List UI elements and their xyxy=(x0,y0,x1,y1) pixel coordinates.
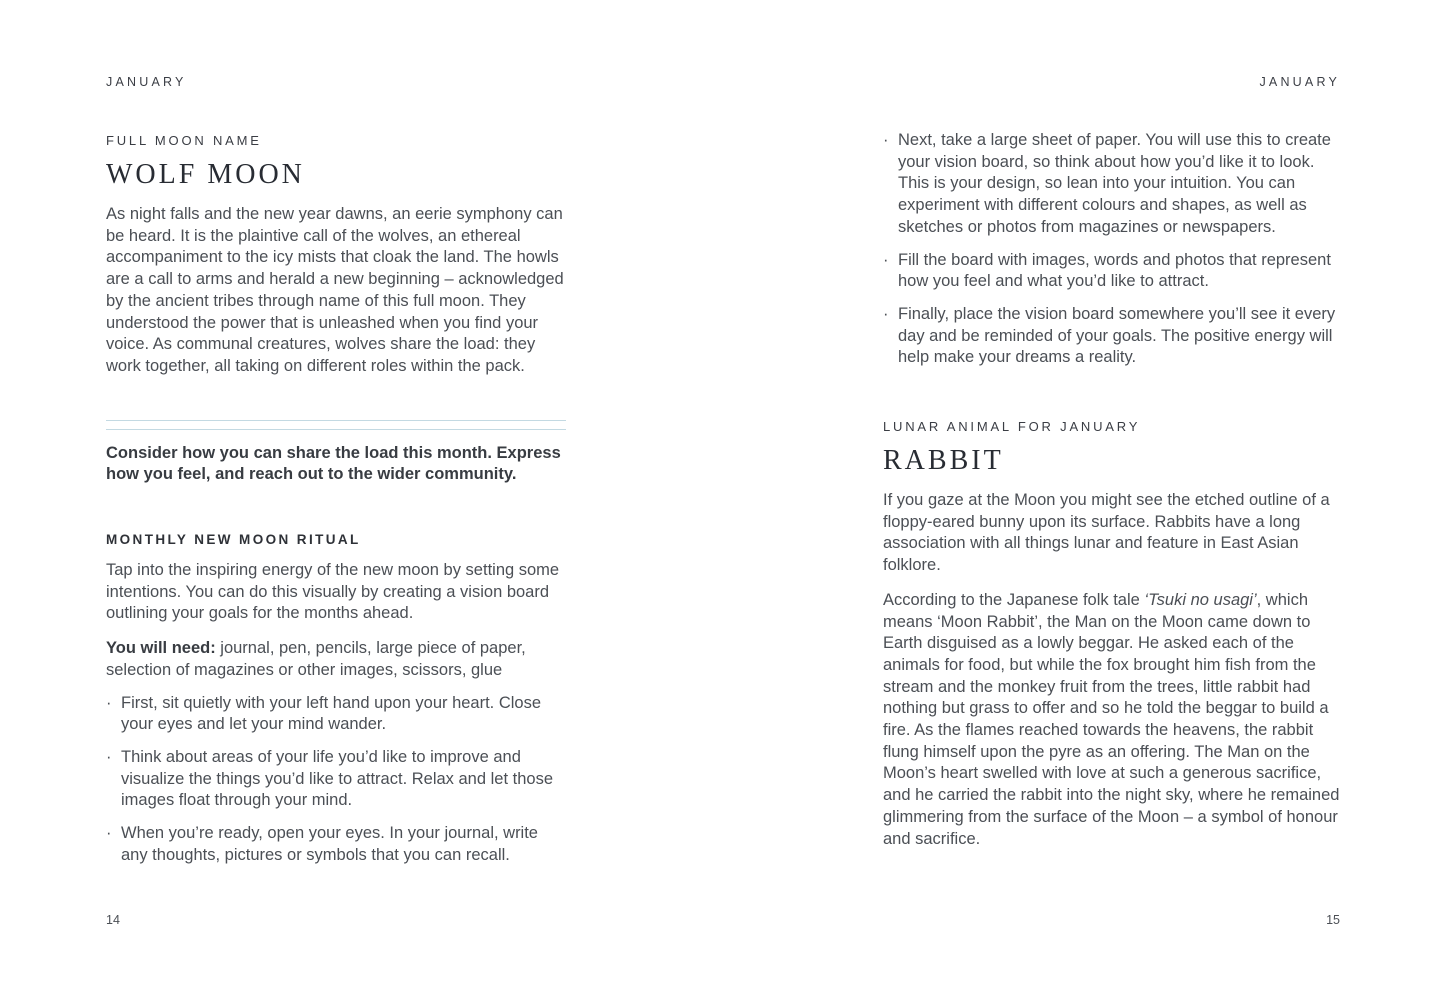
lunar-animal-body-2 xyxy=(883,590,1343,850)
folk-tale-text: , which means ‘Moon Rabbit’, the Man on the Moon came down to Earth disguised as a lowly beggar. He asked each of the animals for food, but while the fox brought him fish from the stream and the monkey fruit from the trees, little rabbit had nothing but grass to offer and so he told the beggar to build a fire. As the flames reached towards the heavens, the rabbit flung himself upon the pyre as an offering. The Man on the Moon’s heart swelled with love at such a generous sacrifice, and he carried the rabbit into the night sky, where he remained glimmering from the surface of the Moon – a symbol of honour and sacrifice. xyxy=(883,590,1340,848)
ritual-intro: Tap into the inspiring energy of the new moon by setting some intentions. You can do this visually by creating a vision board outlining your goals for the months ahead. xyxy=(106,561,560,623)
folk-tale-title: ‘Tsuki no usagi’ xyxy=(1144,590,1257,609)
bullet-icon: · xyxy=(883,131,889,149)
bullet-icon: · xyxy=(883,304,889,323)
folk-tale-text: According to the Japanese folk tale xyxy=(883,590,1145,609)
bullet-icon: · xyxy=(106,693,112,712)
list-item xyxy=(883,250,1343,293)
ritual-steps-list xyxy=(106,693,566,867)
lunar-animal-title: RABBIT xyxy=(883,445,1004,477)
step-text: Next, take a large sheet of paper. You will use this to create your vision board, so think about how you’d like it to look. This is your design, so lean into your intuition. You can experiment with different colours and shapes, as well as sketches or photos from magazines or newspapers. xyxy=(898,131,1331,236)
running-head-left: JANUARY xyxy=(106,75,187,89)
ritual-steps-continued-list xyxy=(883,130,1343,369)
left-page xyxy=(106,133,566,866)
right-page xyxy=(883,130,1343,850)
page-number-right: 15 xyxy=(1326,913,1340,927)
full-moon-name-label: FULL MOON NAME xyxy=(106,133,262,148)
list-item xyxy=(106,747,566,812)
running-head-right: JANUARY xyxy=(1259,75,1340,89)
full-moon-title: WOLF MOON xyxy=(106,159,305,190)
step-text: First, sit quietly with your left hand upon your heart. Close your eyes and let your mind wander. xyxy=(121,693,542,734)
lunar-animal-label: LUNAR ANIMAL FOR JANUARY xyxy=(883,419,1141,435)
step-text: Think about areas of your life you’d like to improve and visualize the things you’d like to attract. Relax and let those images float through your mind. xyxy=(121,747,553,810)
list-item xyxy=(883,130,1343,239)
monthly-callout: Consider how you can share the load this month. Express how you feel, and reach out to the wider community. xyxy=(106,443,561,484)
list-item xyxy=(106,823,566,866)
step-text: Fill the board with images, words and photos that represent how you feel and what you’d like to attract. xyxy=(898,250,1331,291)
step-text: When you’re ready, open your eyes. In your journal, write any thoughts, pictures or symbols that you can recall. xyxy=(121,824,538,864)
bullet-icon: · xyxy=(106,747,112,766)
section-divider xyxy=(106,420,566,430)
materials-list: journal, pen, pencils, large piece of paper, selection of magazines or other images, scissors, glue xyxy=(106,639,526,679)
ritual-heading: MONTHLY NEW MOON RITUAL xyxy=(106,532,361,548)
full-moon-body: As night falls and the new year dawns, an eerie symphony can be heard. It is the plaintive call of the wolves, an ethereal accompaniment to the icy mists that cloak the land. The howls are a call to arms and herald a new beginning – acknowledged by the ancient tribes through name of this full moon. They understood the power that is unleashed when you find your voice. As communal creatures, wolves share the load: they work together, all taking on different roles within the pack. xyxy=(106,205,564,375)
lunar-animal-body-1: If you gaze at the Moon you might see the etched outline of a floppy-eared bunny upon its surface. Rabbits have a long association with all things lunar and feature in East Asian folklore. xyxy=(883,491,1330,575)
bullet-icon: · xyxy=(106,824,112,843)
page-number-left: 14 xyxy=(106,913,120,927)
list-item xyxy=(106,693,566,736)
materials-label: You will need: xyxy=(106,639,216,658)
ritual-materials xyxy=(106,638,566,681)
list-item xyxy=(883,304,1343,369)
step-text: Finally, place the vision board somewhere you’ll see it every day and be reminded of your goals. The positive energy will help make your dreams a reality. xyxy=(898,304,1336,367)
bullet-icon: · xyxy=(883,250,889,269)
